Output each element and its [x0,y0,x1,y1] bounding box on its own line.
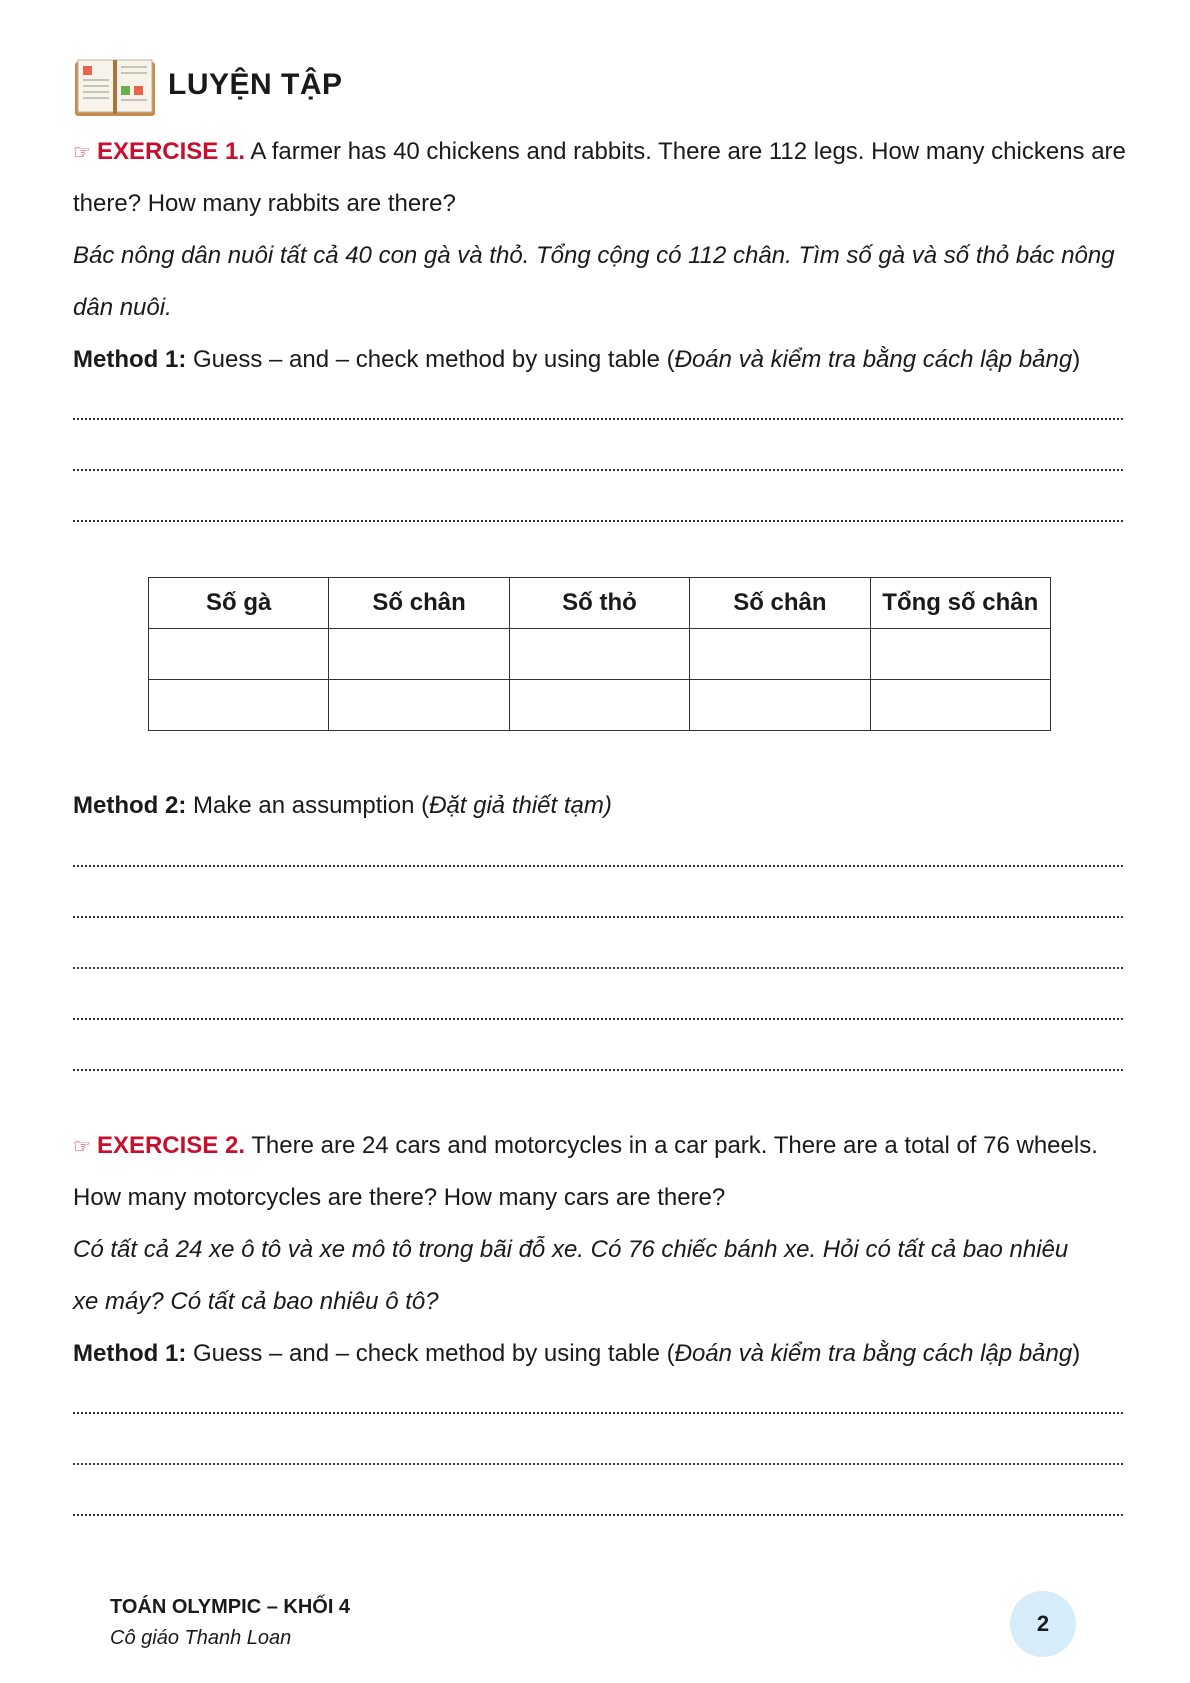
table-cell[interactable] [149,629,329,680]
answer-line[interactable] [73,520,1123,522]
exercise-1-method-2: Method 2: Make an assumption (Đặt giả thiết tạm) [73,792,612,819]
exercise-2-vietnamese-cont: xe máy? Có tất cả bao nhiêu ô tô? [73,1288,439,1315]
table-cell[interactable] [870,680,1050,731]
guess-check-table [148,577,1051,731]
table-header-cell: Số gà [149,578,329,629]
section-title: LUYỆN TẬP [168,68,343,101]
table-header-cell: Tổng số chân [870,578,1050,629]
open-book-icon [74,58,156,118]
exercise-2-method-1: Method 1: Guess – and – check method by using table (Đoán và kiểm tra bằng cách lập bảng) [73,1340,1081,1367]
exercise-2-vietnamese: Có tất cả 24 xe ô tô và xe mô tô trong bãi đỗ xe. Có 76 chiếc bánh xe. Hỏi có tất cả bao nhiêu [73,1236,1069,1263]
answer-line[interactable] [73,469,1123,471]
table-cell[interactable] [690,680,870,731]
table-header-cell: Số chân [690,578,870,629]
exercise-1-method-1: Method 1: Guess – and – check method by using table (Đoán và kiểm tra bằng cách lập bảng) [73,346,1081,373]
pointing-hand-icon: ☞ [73,1136,91,1158]
exercise-2-question: ☞ EXERCISE 2. There are 24 cars and motorcycles in a car park. There are a total of 76 wheels. [73,1132,1098,1159]
exercise-1-question-cont: there? How many rabbits are there? [73,190,456,217]
table-row [149,680,1051,731]
table-header-row [149,578,1051,629]
table-cell[interactable] [329,680,509,731]
answer-line[interactable] [73,1018,1123,1020]
exercise-2-label: EXERCISE 2. [96,1132,245,1159]
answer-line[interactable] [73,865,1123,867]
table-cell[interactable] [870,629,1050,680]
table-cell[interactable] [329,629,509,680]
answer-line[interactable] [73,967,1123,969]
exercise-1-question: ☞ EXERCISE 1. A farmer has 40 chickens and rabbits. There are 112 legs. How many chickens are [73,138,1126,165]
pointing-hand-icon: ☞ [73,142,91,164]
answer-line[interactable] [73,1463,1123,1465]
exercise-2-question-cont: How many motorcycles are there? How many cars are there? [73,1184,726,1211]
exercise-1-vietnamese-cont: dân nuôi. [73,294,172,321]
table-cell[interactable] [509,629,689,680]
answer-line[interactable] [73,916,1123,918]
answer-line[interactable] [73,1514,1123,1516]
table-cell[interactable] [149,680,329,731]
table-header-cell: Số thỏ [509,578,689,629]
table-cell[interactable] [509,680,689,731]
footer-title: TOÁN OLYMPIC – KHỐI 4 [110,1596,351,1618]
exercise-1-label: EXERCISE 1. [96,138,245,165]
footer-author: Cô giáo Thanh Loan [110,1627,292,1649]
page-number-badge: 2 [1010,1591,1076,1657]
table-header-cell: Số chân [329,578,509,629]
answer-line[interactable] [73,1069,1123,1071]
table-row [149,629,1051,680]
answer-line[interactable] [73,418,1123,420]
exercise-1-vietnamese: Bác nông dân nuôi tất cả 40 con gà và thỏ. Tổng cộng có 112 chân. Tìm số gà và số thỏ bác nông [73,242,1115,269]
table-cell[interactable] [690,629,870,680]
answer-line[interactable] [73,1412,1123,1414]
